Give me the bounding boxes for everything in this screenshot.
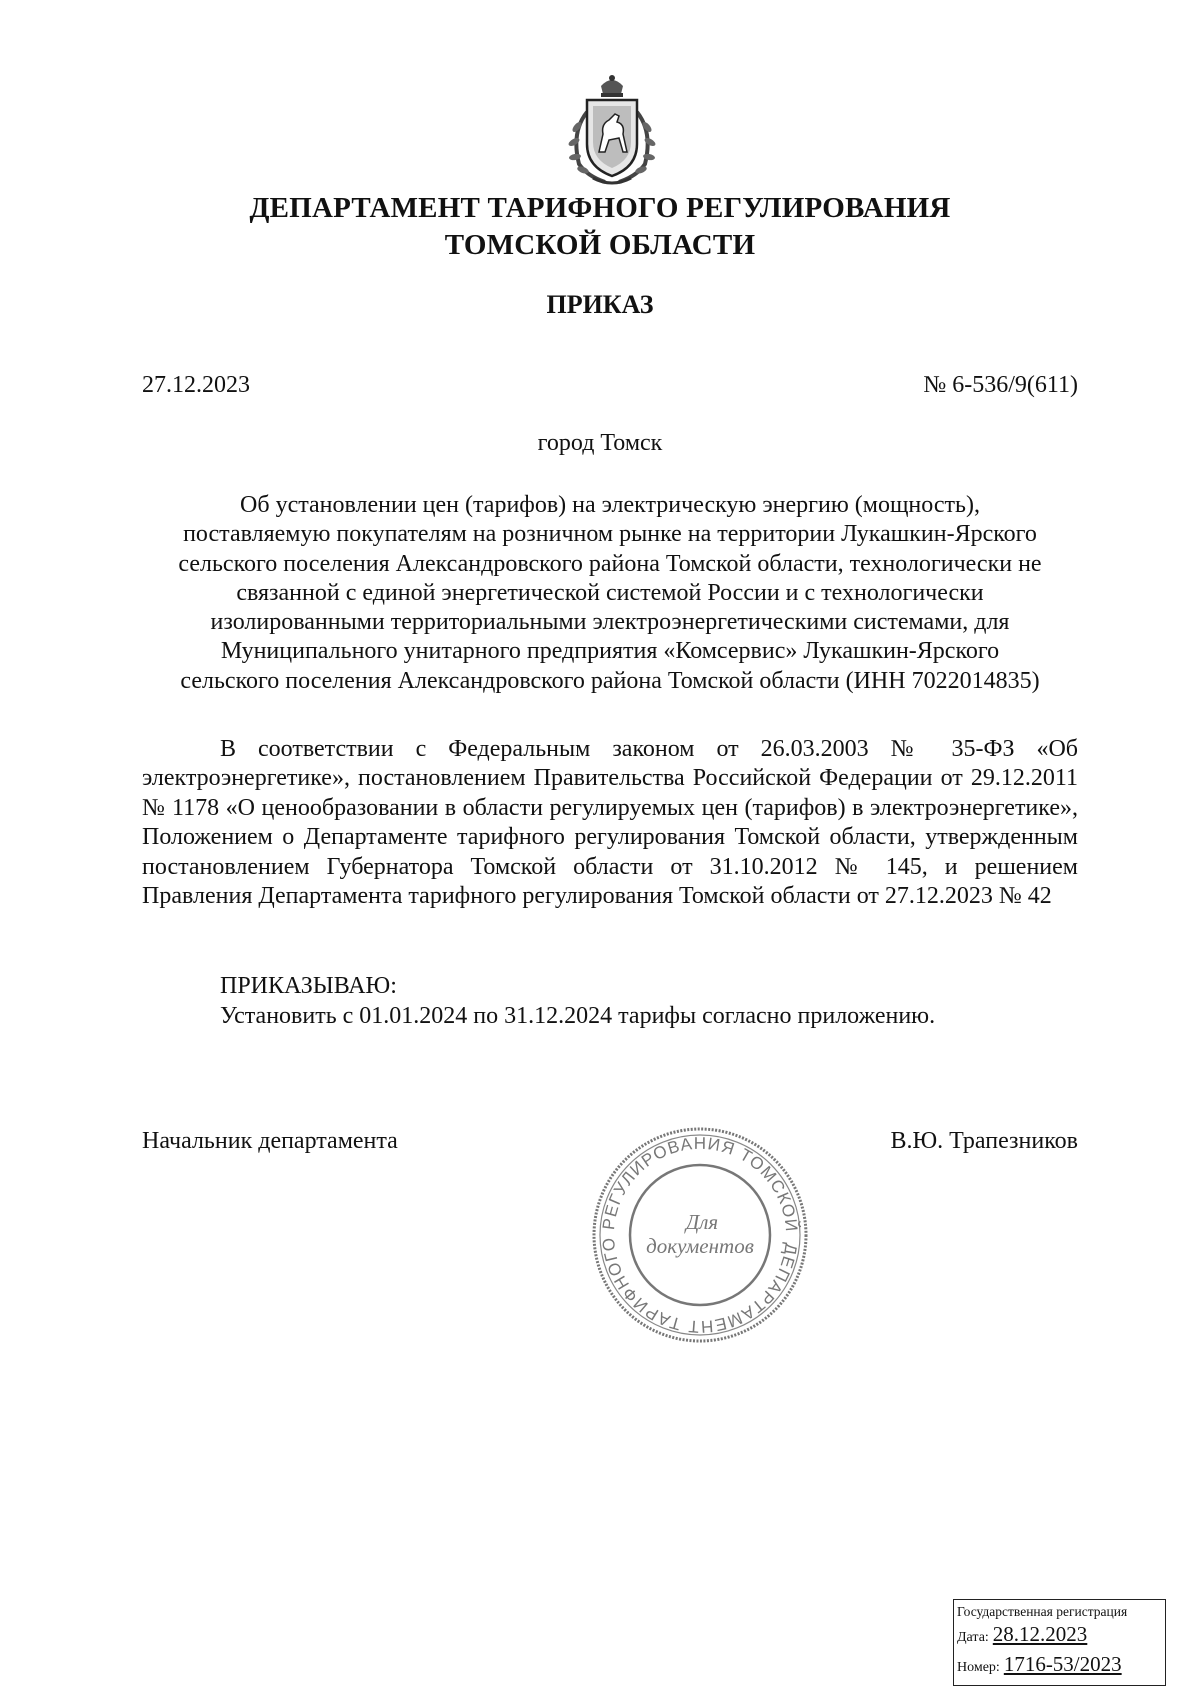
registration-number-label: Номер: xyxy=(957,1660,1000,1675)
department-title-line2: ТОМСКОЙ ОБЛАСТИ xyxy=(444,229,756,261)
document-city: город Томск xyxy=(537,430,663,456)
subject-line: связанной с единой энергетической системой России и с технологически xyxy=(236,579,984,606)
preamble-paragraph: В соответствии с Федеральным законом от 26.03.2003 № 35-ФЗ «Об электроэнергетике», постановлением Правительства Российской Федерации от 29.12.2011 № 1178 «О ценообразовании в области регулируемых цен (тарифов) в электроэнергетике», Положением о Департаменте тарифного регулирования Томской области, утвержденным постановлением Губернатора Томской области от 31.10.2012 № 145, и решением Правления Департамента тарифного регулирования Томской области от 27.12.2023 № 42 xyxy=(142,736,1078,910)
department-title-line1: ДЕПАРТАМЕНТ ТАРИФНОГО РЕГУЛИРОВАНИЯ xyxy=(249,192,951,224)
coat-of-arms-icon xyxy=(557,72,667,190)
registration-date: 28.12.2023 xyxy=(992,1622,1088,1646)
document-number: № 6-536/9(611) xyxy=(923,372,1078,398)
signatory-name: В.Ю. Трапезников xyxy=(890,1128,1078,1154)
department-title xyxy=(0,190,1200,264)
stamp-ring-text: ДЕПАРТАМЕНТ ТАРИФНОГО РЕГУЛИРОВАНИЯ ТОМСКОЙ xyxy=(598,1133,802,1337)
subject-line: Об установлении цен (тарифов) на электрическую энергию (мощность), xyxy=(240,492,980,518)
subject-line: Муниципального унитарного предприятия «Комсервис» Лукашкин-Ярского xyxy=(220,638,1000,665)
registration-title: Государственная регистрация xyxy=(957,1604,1128,1619)
subject-line: поставляемую покупателям на розничном рынке на территории Лукашкин-Ярского xyxy=(183,521,1037,548)
stamp-center-line2: документов xyxy=(646,1234,754,1258)
registration-date-label: Дата: xyxy=(957,1630,989,1645)
subject-line: сельского поселения Александровского района Томской области (ИНН 7022014835) xyxy=(180,667,1040,694)
registration-date-row xyxy=(957,1621,1165,1651)
registration-number-row xyxy=(957,1651,1165,1681)
order-text: Установить с 01.01.2024 по 31.12.2024 тарифы согласно приложению. xyxy=(220,1003,936,1029)
document-type: ПРИКАЗ xyxy=(546,290,654,319)
official-stamp-icon xyxy=(590,1125,810,1345)
order-word: ПРИКАЗЫВАЮ: xyxy=(220,973,397,999)
stamp-center-line1: Для xyxy=(685,1210,719,1234)
registration-box xyxy=(953,1599,1166,1686)
document-subject xyxy=(142,491,1078,696)
subject-line: сельского поселения Александровского района Томской области, технологически не xyxy=(178,550,1042,577)
registration-number: 1716-53/2023 xyxy=(1003,1652,1122,1676)
subject-line: изолированными территориальными электроэнергетическими системами, для xyxy=(210,609,1010,636)
signatory-position: Начальник департамента xyxy=(142,1128,398,1154)
document-date: 27.12.2023 xyxy=(142,372,250,398)
